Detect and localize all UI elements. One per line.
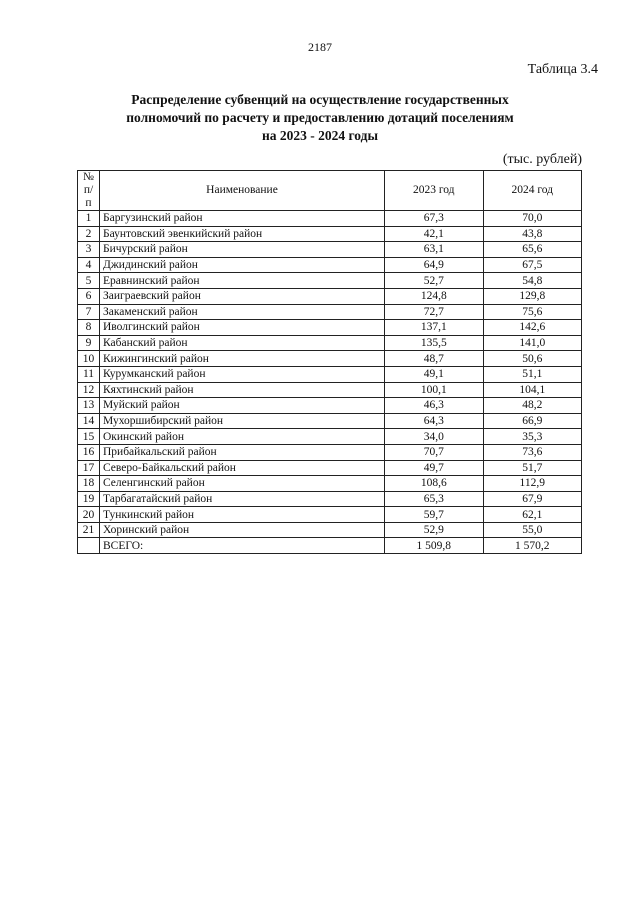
- cell-number: [78, 538, 100, 554]
- cell-number: 7: [78, 304, 100, 320]
- table-row: [78, 491, 582, 507]
- cell-value-2024: 43,8: [483, 226, 582, 242]
- cell-district-name: Северо-Байкальский район: [100, 460, 385, 476]
- cell-number: 11: [78, 366, 100, 382]
- table-row: [78, 429, 582, 445]
- page-number: 2187: [308, 40, 332, 54]
- cell-district-name: Окинский район: [100, 429, 385, 445]
- cell-value-2023: 42,1: [385, 226, 484, 242]
- cell-value-2024: 67,9: [483, 491, 582, 507]
- cell-value-2024: 67,5: [483, 257, 582, 273]
- cell-district-name: Еравнинский район: [100, 273, 385, 289]
- table-row: [78, 242, 582, 258]
- cell-value-2023: 70,7: [385, 444, 484, 460]
- cell-district-name: Хоринский район: [100, 522, 385, 538]
- cell-value-2023: 49,1: [385, 366, 484, 382]
- cell-district-name: Муйский район: [100, 398, 385, 414]
- cell-value-2024: 73,6: [483, 444, 582, 460]
- cell-value-2023: 52,7: [385, 273, 484, 289]
- cell-number: 10: [78, 351, 100, 367]
- cell-value-2024: 141,0: [483, 335, 582, 351]
- cell-value-2023: 137,1: [385, 320, 484, 336]
- cell-district-name: Заиграевский район: [100, 288, 385, 304]
- cell-value-2024: 66,9: [483, 413, 582, 429]
- title-line: на 2023 - 2024 годы: [261, 128, 379, 143]
- cell-value-2023: 124,8: [385, 288, 484, 304]
- cell-value-2024: 55,0: [483, 522, 582, 538]
- cell-district-name: Джидинский район: [100, 257, 385, 273]
- cell-value-2024: 51,7: [483, 460, 582, 476]
- cell-value-2023: 63,1: [385, 242, 484, 258]
- cell-value-2023: 49,7: [385, 460, 484, 476]
- column-header-number-line: п/п: [83, 184, 94, 209]
- cell-value-2024: 48,2: [483, 398, 582, 414]
- column-header-number-line: №: [83, 171, 94, 183]
- table-row: [78, 304, 582, 320]
- cell-number: 18: [78, 476, 100, 492]
- cell-value-2023: 46,3: [385, 398, 484, 414]
- cell-value-2023: 135,5: [385, 335, 484, 351]
- cell-value-2023: 72,7: [385, 304, 484, 320]
- cell-number: 5: [78, 273, 100, 289]
- cell-district-name: ВСЕГО:: [100, 538, 385, 554]
- cell-number: 8: [78, 320, 100, 336]
- cell-district-name: Кабанский район: [100, 335, 385, 351]
- table-row: [78, 460, 582, 476]
- cell-value-2024: 51,1: [483, 366, 582, 382]
- cell-value-2024: 112,9: [483, 476, 582, 492]
- cell-district-name: Кижингинский район: [100, 351, 385, 367]
- column-header-name: Наименование: [100, 171, 385, 211]
- cell-district-name: Закаменский район: [100, 304, 385, 320]
- table-row: [78, 226, 582, 242]
- cell-value-2023: 67,3: [385, 211, 484, 227]
- cell-value-2023: 48,7: [385, 351, 484, 367]
- column-header-2024: 2024 год: [483, 171, 582, 211]
- cell-number: 6: [78, 288, 100, 304]
- cell-number: 1: [78, 211, 100, 227]
- cell-value-2024: 70,0: [483, 211, 582, 227]
- table-row: [78, 398, 582, 414]
- cell-district-name: Тункинский район: [100, 507, 385, 523]
- table-row: [78, 507, 582, 523]
- cell-value-2023: 100,1: [385, 382, 484, 398]
- units-label: (тыс. рублей): [502, 152, 582, 167]
- table-row: [78, 211, 582, 227]
- cell-district-name: Иволгинский район: [100, 320, 385, 336]
- table-body: [78, 211, 582, 554]
- cell-value-2024: 35,3: [483, 429, 582, 445]
- table-row: [78, 413, 582, 429]
- cell-value-2023: 52,9: [385, 522, 484, 538]
- cell-value-2024: 62,1: [483, 507, 582, 523]
- column-header-number: [78, 171, 100, 211]
- cell-district-name: Кяхтинский район: [100, 382, 385, 398]
- cell-district-name: Баргузинский район: [100, 211, 385, 227]
- cell-number: 21: [78, 522, 100, 538]
- cell-district-name: Тарбагатайский район: [100, 491, 385, 507]
- cell-number: 15: [78, 429, 100, 445]
- table-row: [78, 444, 582, 460]
- cell-value-2023: 1 509,8: [385, 538, 484, 554]
- table-row: [78, 335, 582, 351]
- cell-value-2024: 142,6: [483, 320, 582, 336]
- table-row: [78, 288, 582, 304]
- table-row: [78, 382, 582, 398]
- cell-district-name: Бичурский район: [100, 242, 385, 258]
- cell-district-name: Баунтовский эвенкийский район: [100, 226, 385, 242]
- cell-number: 12: [78, 382, 100, 398]
- table-row: [78, 351, 582, 367]
- title-line: Распределение субвенций на осуществление государственных: [131, 92, 509, 107]
- cell-number: 13: [78, 398, 100, 414]
- cell-number: 3: [78, 242, 100, 258]
- cell-value-2024: 65,6: [483, 242, 582, 258]
- cell-number: 9: [78, 335, 100, 351]
- subvention-table: [77, 170, 582, 554]
- cell-district-name: Мухоршибирский район: [100, 413, 385, 429]
- table-row: [78, 522, 582, 538]
- cell-district-name: Прибайкальский район: [100, 444, 385, 460]
- table-row: [78, 320, 582, 336]
- table-total-row: [78, 538, 582, 554]
- cell-value-2023: 64,9: [385, 257, 484, 273]
- cell-number: 16: [78, 444, 100, 460]
- cell-value-2024: 75,6: [483, 304, 582, 320]
- cell-value-2023: 59,7: [385, 507, 484, 523]
- table-row: [78, 273, 582, 289]
- cell-number: 20: [78, 507, 100, 523]
- cell-value-2023: 34,0: [385, 429, 484, 445]
- cell-value-2024: 129,8: [483, 288, 582, 304]
- cell-number: 14: [78, 413, 100, 429]
- cell-value-2024: 50,6: [483, 351, 582, 367]
- table-row: [78, 476, 582, 492]
- table-row: [78, 366, 582, 382]
- cell-number: 2: [78, 226, 100, 242]
- document-title: [60, 91, 580, 145]
- column-header-2023: 2023 год: [385, 171, 484, 211]
- cell-district-name: Курумканский район: [100, 366, 385, 382]
- cell-district-name: Селенгинский район: [100, 476, 385, 492]
- table-label: Таблица 3.4: [527, 62, 598, 77]
- cell-value-2024: 104,1: [483, 382, 582, 398]
- cell-value-2024: 54,8: [483, 273, 582, 289]
- table-row: [78, 257, 582, 273]
- table-header-row: [78, 171, 582, 211]
- cell-number: 19: [78, 491, 100, 507]
- cell-number: 17: [78, 460, 100, 476]
- cell-value-2023: 65,3: [385, 491, 484, 507]
- cell-value-2023: 108,6: [385, 476, 484, 492]
- cell-value-2024: 1 570,2: [483, 538, 582, 554]
- cell-number: 4: [78, 257, 100, 273]
- title-line: полномочий по расчету и предоставлению дотаций поселениям: [126, 110, 514, 125]
- cell-value-2023: 64,3: [385, 413, 484, 429]
